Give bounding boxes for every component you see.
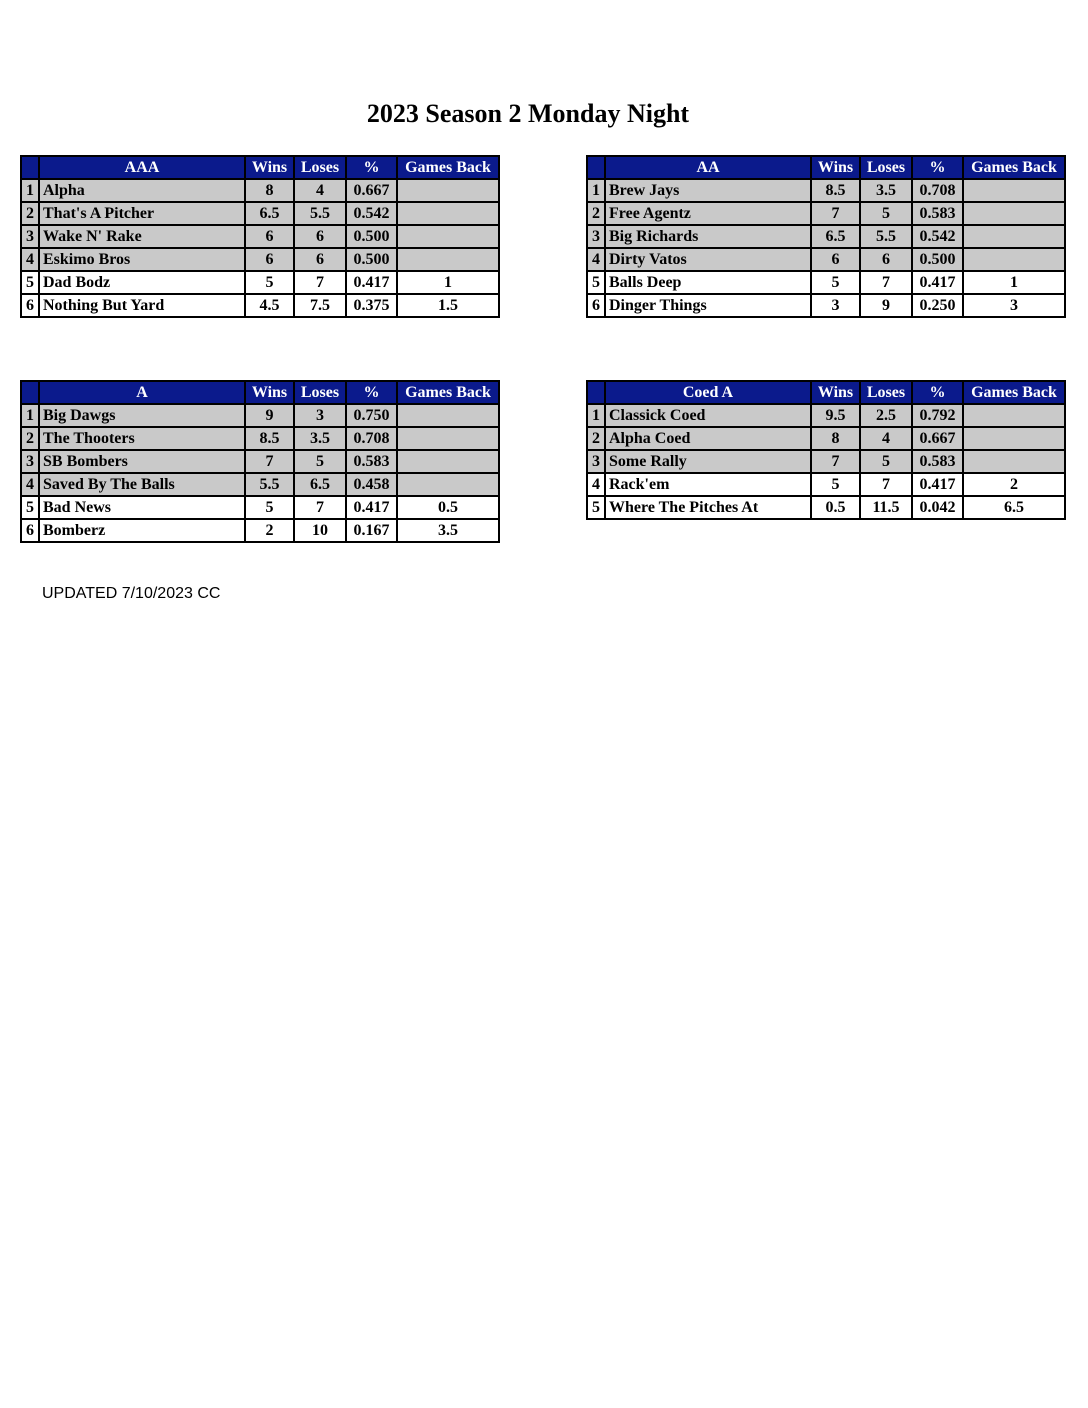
wins-cell: 2: [245, 519, 294, 542]
table-row: [21, 473, 499, 496]
pct-cell: 0.500: [346, 248, 397, 271]
division-name: A: [39, 381, 245, 404]
loses-cell: 11.5: [860, 496, 912, 519]
rank-cell: 1: [587, 179, 605, 202]
team-cell: SB Bombers: [39, 450, 245, 473]
games-back-cell: [963, 202, 1065, 225]
team-cell: Alpha: [39, 179, 245, 202]
pct-header: %: [346, 381, 397, 404]
rank-cell: 2: [587, 202, 605, 225]
table-row: [587, 427, 1065, 450]
pct-cell: 0.708: [346, 427, 397, 450]
pct-cell: 0.542: [346, 202, 397, 225]
table-row: [21, 248, 499, 271]
games-back-cell: [963, 450, 1065, 473]
games-back-cell: [397, 179, 499, 202]
loses-cell: 7: [294, 496, 346, 519]
games-back-cell: [397, 427, 499, 450]
pct-cell: 0.750: [346, 404, 397, 427]
table-row: [587, 404, 1065, 427]
loses-cell: 10: [294, 519, 346, 542]
wins-cell: 6: [245, 225, 294, 248]
games-back-cell: [397, 404, 499, 427]
table-row: [21, 225, 499, 248]
header-row: [587, 156, 1065, 179]
games-back-cell: [397, 225, 499, 248]
rank-header: [587, 381, 605, 404]
pct-cell: 0.542: [912, 225, 963, 248]
loses-cell: 5: [860, 450, 912, 473]
pct-cell: 0.417: [912, 271, 963, 294]
rank-cell: 6: [587, 294, 605, 317]
games-back-cell: [963, 179, 1065, 202]
loses-cell: 6: [860, 248, 912, 271]
pct-cell: 0.042: [912, 496, 963, 519]
loses-cell: 6: [294, 225, 346, 248]
rank-cell: 3: [21, 225, 39, 248]
pct-cell: 0.583: [912, 450, 963, 473]
wins-cell: 5: [811, 473, 860, 496]
wins-cell: 5: [811, 271, 860, 294]
wins-cell: 5: [245, 271, 294, 294]
loses-cell: 6.5: [294, 473, 346, 496]
team-cell: Big Richards: [605, 225, 811, 248]
team-cell: Balls Deep: [605, 271, 811, 294]
header-row: [21, 381, 499, 404]
loses-cell: 7: [860, 473, 912, 496]
games-back-cell: 3: [963, 294, 1065, 317]
pct-cell: 0.583: [912, 202, 963, 225]
wins-cell: 5.5: [245, 473, 294, 496]
loses-cell: 3.5: [294, 427, 346, 450]
rank-cell: 1: [587, 404, 605, 427]
pct-header: %: [346, 156, 397, 179]
rank-cell: 5: [587, 496, 605, 519]
games-back-cell: [963, 225, 1065, 248]
rank-cell: 5: [21, 496, 39, 519]
loses-header: Loses: [860, 156, 912, 179]
wins-cell: 8: [245, 179, 294, 202]
games-back-cell: 1: [963, 271, 1065, 294]
wins-header: Wins: [811, 156, 860, 179]
pct-cell: 0.417: [912, 473, 963, 496]
table-row: [21, 404, 499, 427]
rank-header: [21, 381, 39, 404]
pct-cell: 0.792: [912, 404, 963, 427]
team-cell: Some Rally: [605, 450, 811, 473]
team-cell: Bad News: [39, 496, 245, 519]
games-back-cell: 6.5: [963, 496, 1065, 519]
header-row: [587, 381, 1065, 404]
wins-cell: 6: [245, 248, 294, 271]
games-back-header: Games Back: [963, 381, 1065, 404]
pct-cell: 0.417: [346, 271, 397, 294]
team-cell: Where The Pitches At: [605, 496, 811, 519]
wins-cell: 0.5: [811, 496, 860, 519]
table-row: [21, 450, 499, 473]
standings-table-aa: [586, 155, 1066, 318]
games-back-cell: 2: [963, 473, 1065, 496]
rank-cell: 6: [21, 519, 39, 542]
table-row: [587, 294, 1065, 317]
games-back-cell: 3.5: [397, 519, 499, 542]
rank-cell: 2: [587, 427, 605, 450]
rank-cell: 3: [587, 225, 605, 248]
rank-cell: 4: [587, 473, 605, 496]
table-row: [21, 179, 499, 202]
games-back-cell: [397, 473, 499, 496]
pct-header: %: [912, 156, 963, 179]
loses-cell: 6: [294, 248, 346, 271]
pct-cell: 0.250: [912, 294, 963, 317]
games-back-header: Games Back: [963, 156, 1065, 179]
wins-cell: 7: [811, 202, 860, 225]
rank-cell: 4: [587, 248, 605, 271]
team-cell: That's A Pitcher: [39, 202, 245, 225]
rank-cell: 3: [21, 450, 39, 473]
loses-cell: 2.5: [860, 404, 912, 427]
pct-cell: 0.583: [346, 450, 397, 473]
games-back-cell: [963, 427, 1065, 450]
loses-cell: 5.5: [294, 202, 346, 225]
loses-cell: 3.5: [860, 179, 912, 202]
table-row: [587, 473, 1065, 496]
table-row: [587, 271, 1065, 294]
rank-cell: 5: [21, 271, 39, 294]
standings-table-a: [20, 380, 500, 543]
rank-cell: 3: [587, 450, 605, 473]
team-cell: Rack'em: [605, 473, 811, 496]
team-cell: Brew Jays: [605, 179, 811, 202]
wins-cell: 8.5: [811, 179, 860, 202]
loses-header: Loses: [860, 381, 912, 404]
wins-cell: 6.5: [245, 202, 294, 225]
pct-cell: 0.500: [346, 225, 397, 248]
pct-cell: 0.167: [346, 519, 397, 542]
rank-cell: 1: [21, 179, 39, 202]
team-cell: Nothing But Yard: [39, 294, 245, 317]
games-back-cell: [397, 248, 499, 271]
table-row: [587, 202, 1065, 225]
team-cell: Saved By The Balls: [39, 473, 245, 496]
wins-cell: 9.5: [811, 404, 860, 427]
pct-cell: 0.500: [912, 248, 963, 271]
team-cell: Dinger Things: [605, 294, 811, 317]
rank-cell: 4: [21, 248, 39, 271]
wins-cell: 8.5: [245, 427, 294, 450]
loses-cell: 5.5: [860, 225, 912, 248]
wins-cell: 4.5: [245, 294, 294, 317]
games-back-cell: 0.5: [397, 496, 499, 519]
wins-cell: 5: [245, 496, 294, 519]
wins-cell: 6: [811, 248, 860, 271]
wins-header: Wins: [245, 156, 294, 179]
rank-header: [21, 156, 39, 179]
table-row: [21, 202, 499, 225]
table-row: [21, 496, 499, 519]
loses-cell: 9: [860, 294, 912, 317]
loses-header: Loses: [294, 381, 346, 404]
table-row: [587, 496, 1065, 519]
team-cell: The Thooters: [39, 427, 245, 450]
pct-cell: 0.667: [346, 179, 397, 202]
wins-cell: 7: [811, 450, 860, 473]
wins-header: Wins: [245, 381, 294, 404]
table-row: [587, 450, 1065, 473]
loses-cell: 7: [860, 271, 912, 294]
team-cell: Dirty Vatos: [605, 248, 811, 271]
loses-cell: 5: [294, 450, 346, 473]
loses-cell: 4: [294, 179, 346, 202]
table-row: [21, 427, 499, 450]
division-name: AA: [605, 156, 811, 179]
loses-header: Loses: [294, 156, 346, 179]
games-back-cell: [963, 404, 1065, 427]
team-cell: Alpha Coed: [605, 427, 811, 450]
rank-cell: 6: [21, 294, 39, 317]
wins-header: Wins: [811, 381, 860, 404]
games-back-cell: [397, 202, 499, 225]
rank-cell: 1: [21, 404, 39, 427]
wins-cell: 6.5: [811, 225, 860, 248]
table-row: [587, 225, 1065, 248]
games-back-header: Games Back: [397, 156, 499, 179]
pct-cell: 0.417: [346, 496, 397, 519]
pct-cell: 0.667: [912, 427, 963, 450]
loses-cell: 4: [860, 427, 912, 450]
rank-cell: 4: [21, 473, 39, 496]
team-cell: Classick Coed: [605, 404, 811, 427]
page-title: 2023 Season 2 Monday Night: [366, 99, 690, 128]
standings-table-coed-a: [586, 380, 1066, 520]
pct-cell: 0.708: [912, 179, 963, 202]
wins-cell: 7: [245, 450, 294, 473]
team-cell: Eskimo Bros: [39, 248, 245, 271]
division-name: AAA: [39, 156, 245, 179]
division-name: Coed A: [605, 381, 811, 404]
games-back-cell: 1: [397, 271, 499, 294]
games-back-cell: 1.5: [397, 294, 499, 317]
standings-table-aaa: [20, 155, 500, 318]
table-row: [21, 519, 499, 542]
games-back-header: Games Back: [397, 381, 499, 404]
pct-cell: 0.375: [346, 294, 397, 317]
table-row: [21, 294, 499, 317]
loses-cell: 7: [294, 271, 346, 294]
table-row: [21, 271, 499, 294]
loses-cell: 7.5: [294, 294, 346, 317]
wins-cell: 3: [811, 294, 860, 317]
pct-header: %: [912, 381, 963, 404]
team-cell: Wake N' Rake: [39, 225, 245, 248]
header-row: [21, 156, 499, 179]
loses-cell: 3: [294, 404, 346, 427]
pct-cell: 0.458: [346, 473, 397, 496]
rank-cell: 2: [21, 202, 39, 225]
team-cell: Big Dawgs: [39, 404, 245, 427]
updated-note: UPDATED 7/10/2023 CC: [42, 585, 221, 602]
rank-cell: 2: [21, 427, 39, 450]
rank-header: [587, 156, 605, 179]
wins-cell: 8: [811, 427, 860, 450]
rank-cell: 5: [587, 271, 605, 294]
table-row: [587, 179, 1065, 202]
wins-cell: 9: [245, 404, 294, 427]
loses-cell: 5: [860, 202, 912, 225]
games-back-cell: [963, 248, 1065, 271]
table-row: [587, 248, 1065, 271]
team-cell: Dad Bodz: [39, 271, 245, 294]
team-cell: Bomberz: [39, 519, 245, 542]
team-cell: Free Agentz: [605, 202, 811, 225]
games-back-cell: [397, 450, 499, 473]
